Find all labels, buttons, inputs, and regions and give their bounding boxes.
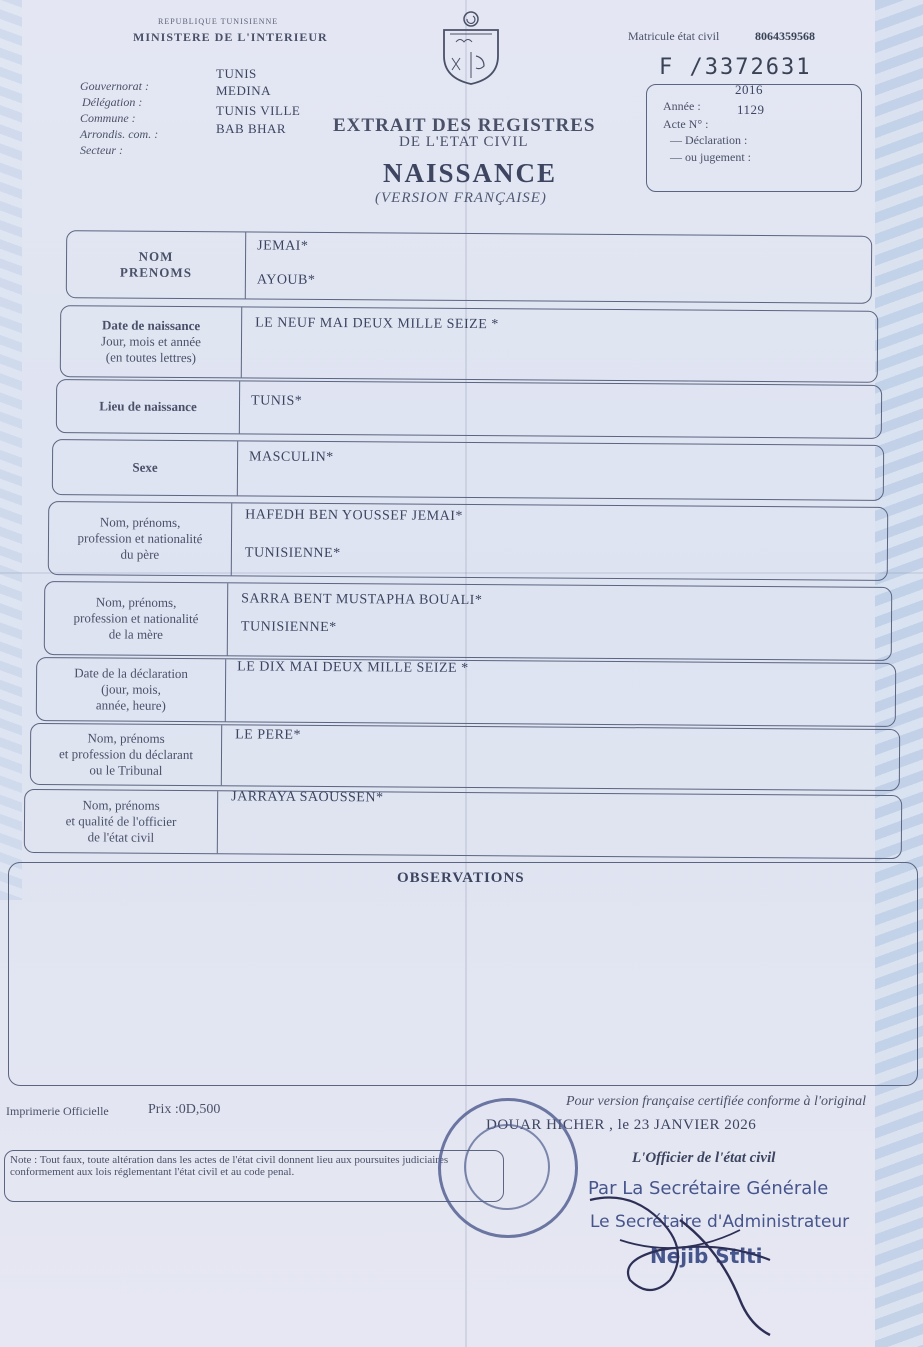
date-naissance-label: Date de naissance [101, 317, 201, 334]
legal-note: Note : Tout faux, toute altération dans les actes de l'état civil donnent lieu aux poursuites judiciaires conformement aux lois réglementant l'état civil et au code penal. [10, 1154, 449, 1178]
matricule-label: Matricule état civil [628, 29, 720, 43]
republic-heading: REPUBLIQUE TUNISIENNE [158, 17, 279, 26]
mere-label-cell [45, 582, 228, 655]
pere-value-nationality: TUNISIENNE* [244, 545, 341, 562]
stamp-role-line: Le Secrétaire d'Administrateur [590, 1212, 850, 1232]
lieu-label: Lieu de naissance [57, 380, 240, 433]
pere-label-cell [49, 502, 232, 575]
pere-label-3: du père [120, 546, 160, 562]
declaration-label-cell [37, 658, 226, 721]
observations-title: OBSERVATIONS [397, 870, 525, 886]
jugement-label: — ou jugement : [670, 150, 751, 164]
certified-statement: Pour version française certifiée conforme à l'original [566, 1094, 867, 1109]
sexe-label: Sexe [53, 440, 238, 495]
row-officier [24, 789, 902, 859]
date-naissance-value: LE NEUF MAI DEUX MILLE SEIZE * [255, 315, 499, 333]
declarant-label-cell [31, 724, 222, 785]
pere-value-name: HAFEDH BEN YOUSSEF JEMAI* [245, 507, 463, 524]
gouvernorat-value: TUNIS [216, 66, 257, 81]
declaration-label: — Déclaration : [670, 133, 748, 147]
row-nom-prenoms [66, 230, 872, 304]
declaration-date-label-2: (jour, mois, [101, 681, 161, 697]
declaration-date-label-1: Date de la déclaration [74, 665, 189, 682]
observations-box [8, 862, 918, 1086]
secteur-label: Secteur : [80, 143, 123, 157]
declarant-value: LE PERE* [235, 727, 302, 743]
mere-label-3: de la mère [108, 626, 164, 642]
row-date-naissance [60, 305, 878, 383]
handwritten-signature-icon [560, 1180, 820, 1340]
document-subtitle: DE L'ETAT CIVIL [399, 134, 529, 150]
prenoms-value: AYOUB* [256, 272, 316, 288]
declarant-label-3: ou le Tribunal [89, 762, 163, 778]
row-pere [48, 501, 888, 581]
row-mere [44, 581, 892, 661]
date-naissance-sub1: Jour, mois et année [101, 333, 201, 350]
document-version: (VERSION FRANÇAISE) [375, 190, 547, 206]
stamp-name-line: Nejib Stiti [650, 1244, 763, 1268]
officier-label-1: Nom, prénoms [82, 797, 160, 813]
nom-label: NOM [138, 248, 174, 264]
date-naissance-label-cell [61, 306, 242, 377]
sexe-value: MASCULIN* [249, 449, 334, 466]
delegation-label: Délégation : [82, 95, 143, 109]
decorative-border-left [0, 0, 22, 900]
arrondissement-label: Arrondis. com. : [80, 127, 159, 141]
date-naissance-sub2: (en toutes lettres) [105, 349, 197, 366]
officier-signature-title: L'Officier de l'état civil [632, 1150, 776, 1166]
officier-value: JARRAYA SAOUSSEN* [231, 789, 384, 806]
annee-value: 2016 [735, 82, 763, 97]
row-lieu-naissance [56, 379, 882, 439]
acte-number-value: 1129 [737, 102, 765, 117]
serial-number: F /3372631 [659, 55, 812, 80]
prenoms-label: PRENOMS [119, 264, 193, 281]
lieu-value: TUNIS* [250, 393, 303, 409]
officier-label-3: de l'état civil [87, 829, 155, 845]
declaration-date-value: LE DIX MAI DEUX MILLE SEIZE * [237, 659, 469, 677]
declaration-date-label-3: année, heure) [95, 697, 166, 713]
gouvernorat-label: Gouvernorat : [80, 79, 149, 93]
acte-number-label: Acte N° : [663, 117, 709, 131]
officier-label-cell [25, 790, 218, 853]
pere-label-1: Nom, prénoms, [99, 514, 181, 530]
annee-label: Année : [663, 99, 701, 113]
mere-label-2: profession et nationalité [73, 610, 199, 627]
commune-label: Commune : [80, 111, 136, 125]
imprimerie-label: Imprimerie Officielle [6, 1104, 109, 1118]
declarant-label-1: Nom, prénoms [87, 730, 165, 746]
price-label: Prix :0D,500 [148, 1102, 221, 1117]
row-declarant [30, 723, 900, 791]
matricule-value: 8064359568 [755, 29, 815, 43]
pere-label-2: profession et nationalité [77, 530, 203, 547]
commune-value: TUNIS VILLE [216, 103, 301, 118]
ministry-heading: MINISTERE DE L'INTERIEUR [133, 30, 328, 44]
delegation-value: MEDINA [216, 83, 271, 98]
mere-value-name: SARRA BENT MUSTAPHA BOUALI* [241, 591, 483, 609]
row-sexe [52, 439, 884, 501]
document-title: EXTRAIT DES REGISTRES [333, 115, 596, 136]
arrondissement-value: BAB BHAR [216, 121, 287, 136]
nom-prenoms-label [67, 231, 246, 298]
mere-value-nationality: TUNISIENNE* [240, 619, 337, 636]
place-date: DOUAR HICHER , le 23 JANVIER 2026 [486, 1117, 757, 1133]
row-date-declaration [36, 657, 896, 727]
municipal-seal-inner-icon [464, 1124, 550, 1210]
declarant-label-2: et profession du déclarant [58, 746, 194, 763]
mere-label-1: Nom, prénoms, [95, 594, 177, 610]
stamp-par-line: Par La Secrétaire Générale [588, 1178, 829, 1199]
nom-value: JEMAI* [257, 238, 309, 254]
coat-of-arms-icon [436, 10, 506, 86]
document-type: NAISSANCE [383, 158, 558, 188]
officier-label-2: et qualité de l'officier [65, 813, 177, 829]
